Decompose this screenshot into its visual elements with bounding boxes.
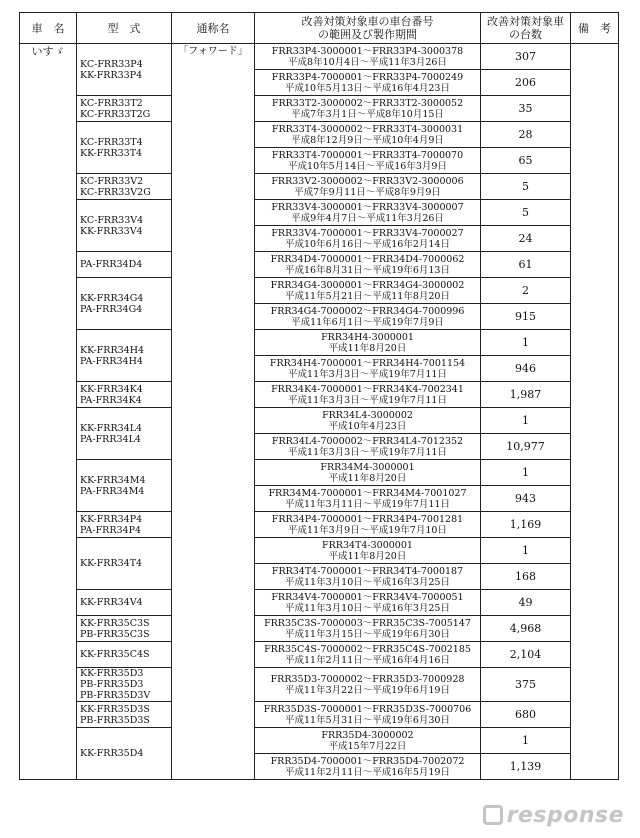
header-range-line: 改善対策対象車の車台番号 (301, 15, 434, 28)
count-cell: 35 (481, 96, 571, 122)
range-line: FRR33T2-3000002～FRR33T2-3000052 (271, 97, 464, 109)
range-line: 平成11年3月9日～平成19年7月10日 (288, 524, 447, 536)
range-line: FRR33V4-3000001～FRR33V4-3000007 (271, 201, 464, 213)
model-code: KK-FRR34T4 (80, 558, 143, 569)
range-line: 平成11年3月11日～平成19年7月11日 (285, 498, 450, 510)
range-cell (255, 564, 481, 590)
model-code: KC-FRR33V2 (80, 175, 144, 187)
range-line: 平成11年5月31日～平成19年6月30日 (285, 714, 450, 726)
watermark-text: response (506, 803, 624, 828)
range-cell (255, 44, 481, 70)
range-line: FRR34V4-7000001～FRR34V4-7000051 (271, 591, 464, 603)
range-line: FRR35D4-3000002 (321, 729, 414, 741)
count-cell: 10,977 (481, 434, 571, 460)
header-count-line: 改善対策対象車 (487, 15, 564, 28)
range-cell (255, 148, 481, 174)
model-cell (77, 44, 172, 96)
range-line: FRR34D4-7000001～FRR34D4-7000062 (270, 253, 465, 265)
count-cell: 1 (481, 728, 571, 754)
range-line: 平成11年5月21日～平成11年8月20日 (285, 290, 450, 302)
count-cell: 1 (481, 408, 571, 434)
range-line: 平成11年3月3日～平成19年7月11日 (288, 394, 447, 406)
model-cell (77, 512, 172, 538)
range-cell (255, 460, 481, 486)
model-code: KC-FRR33T2 (80, 97, 143, 109)
range-cell (255, 590, 481, 616)
count-cell: 375 (481, 668, 571, 702)
count-cell: 1 (481, 330, 571, 356)
model-cell (77, 728, 172, 780)
range-cell (255, 702, 481, 728)
model-cell (77, 382, 172, 408)
table-row (20, 122, 619, 148)
range-cell (255, 538, 481, 564)
model-code: PA-FRR34P4 (80, 524, 142, 536)
table-row (20, 668, 619, 702)
range-line: 平成8年10月4日～平成11年3月26日 (288, 56, 447, 68)
vehicle-name-cell: 「フォワード」 (172, 44, 255, 780)
table-row (20, 96, 619, 122)
model-code: KK-FRR35D4 (80, 748, 144, 759)
table-row (20, 642, 619, 668)
range-line: 平成11年2月11日～平成16年4月16日 (285, 654, 450, 666)
model-code: PB-FRR35D3S (80, 714, 150, 726)
range-line: 平成11年8月20日 (328, 472, 407, 484)
range-line: 平成10年5月13日～平成16年4月23日 (285, 82, 450, 94)
model-code: KK-FRR35C3S (80, 617, 150, 629)
count-cell: 2 (481, 278, 571, 304)
model-code: KC-FRR33T4 (80, 136, 143, 148)
range-line: 平成8年12月9日～平成10年4月9日 (291, 134, 444, 146)
table-row (20, 330, 619, 356)
range-line: FRR34G4-3000001～FRR34G4-3000002 (270, 279, 465, 291)
range-cell (255, 616, 481, 642)
model-code: KK-FRR35D3 (80, 668, 144, 679)
model-cell (77, 616, 172, 642)
model-code: KK-FRR33T4 (80, 147, 143, 159)
range-line: FRR33P4-3000001～FRR33P4-3000378 (271, 45, 464, 57)
range-cell (255, 408, 481, 434)
model-cell (77, 96, 172, 122)
range-line: 平成10年5月14日～平成16年3月9日 (288, 160, 447, 172)
range-line: FRR34K4-7000001～FRR34K4-7002341 (271, 383, 464, 395)
model-code: KK-FRR34G4 (80, 292, 144, 304)
count-cell: 168 (481, 564, 571, 590)
model-code: KK-FRR34K4 (80, 383, 143, 395)
count-cell: 65 (481, 148, 571, 174)
table-body (20, 44, 619, 780)
range-line: 平成10年6月16日～平成16年2月14日 (285, 238, 450, 250)
range-line: 平成11年3月15日～平成19年6月30日 (285, 628, 450, 640)
model-code: KK-FRR33P4 (80, 69, 143, 81)
table-row (20, 408, 619, 434)
header-name: 通称名 (172, 13, 255, 44)
response-watermark (483, 803, 624, 828)
model-cell (77, 538, 172, 590)
header-count-line: の台数 (509, 28, 542, 41)
range-cell (255, 70, 481, 96)
table-row (20, 278, 619, 304)
model-cell (77, 408, 172, 460)
range-cell (255, 252, 481, 278)
range-line: 平成11年3月10日～平成16年3月25日 (285, 576, 450, 588)
header-count (481, 13, 571, 44)
range-line: 平成11年6月1日～平成19年7月9日 (291, 316, 444, 328)
range-cell (255, 642, 481, 668)
count-cell: 5 (481, 174, 571, 200)
table-row (20, 590, 619, 616)
range-line: 平成11年3月3日～平成19年7月11日 (288, 368, 447, 380)
model-code: KK-FRR34P4 (80, 513, 143, 525)
maker-cell: いすゞ (20, 44, 77, 780)
range-cell (255, 330, 481, 356)
model-code: KK-FRR33V4 (80, 225, 143, 237)
table-row (20, 460, 619, 486)
model-code: KC-FRR33P4 (80, 58, 143, 70)
count-cell: 61 (481, 252, 571, 278)
range-line: FRR35C4S-7000002～FRR35C4S-7002185 (264, 643, 471, 655)
table-row (20, 252, 619, 278)
range-line: FRR33P4-7000001～FRR33P4-7000249 (271, 71, 464, 83)
range-line: 平成11年8月20日 (328, 550, 407, 562)
table-row (20, 616, 619, 642)
table-row (20, 174, 619, 200)
count-cell: 1,987 (481, 382, 571, 408)
recall-table (19, 12, 619, 780)
range-line: 平成7年9月11日～平成8年9月9日 (294, 186, 441, 198)
range-line: FRR33T4-7000001～FRR33T4-7000070 (271, 149, 464, 161)
model-code: PB-FRR35C3S (80, 628, 150, 640)
model-code: KK-FRR35D3S (80, 703, 150, 715)
model-code: KK-FRR35C4S (80, 649, 150, 660)
range-line: FRR35D3-7000002～FRR35D3-7000928 (270, 673, 465, 685)
model-code: PA-FRR34M4 (80, 485, 145, 497)
table-row (20, 200, 619, 226)
range-line: 平成11年8月20日 (328, 342, 407, 354)
range-line: 平成7年3月1日～平成8年10月15日 (291, 108, 444, 120)
model-cell (77, 642, 172, 668)
count-cell: 4,968 (481, 616, 571, 642)
range-line: FRR34T4-7000001～FRR34T4-7000187 (271, 565, 464, 577)
range-line: FRR34H4-3000001 (321, 331, 414, 343)
table-row (20, 538, 619, 564)
range-cell (255, 382, 481, 408)
range-cell (255, 356, 481, 382)
count-cell: 49 (481, 590, 571, 616)
count-cell: 24 (481, 226, 571, 252)
count-cell: 680 (481, 702, 571, 728)
table-row (20, 382, 619, 408)
header-model: 型 式 (77, 13, 172, 44)
range-line: FRR33V2-3000002～FRR33V2-3000006 (271, 175, 464, 187)
model-cell (77, 252, 172, 278)
header-row (20, 13, 619, 44)
range-line: FRR34G4-7000002～FRR34G4-7000996 (270, 305, 465, 317)
range-line: FRR34H4-7000001～FRR34H4-7001154 (269, 357, 466, 369)
model-cell (77, 702, 172, 728)
count-cell: 28 (481, 122, 571, 148)
range-line: FRR34M4-7000001～FRR34M4-7001027 (268, 487, 467, 499)
count-cell: 915 (481, 304, 571, 330)
model-cell (77, 460, 172, 512)
range-cell (255, 200, 481, 226)
model-code: KC-FRR33V2G (80, 186, 151, 198)
range-line: 平成9年4月7日～平成11年3月26日 (291, 212, 444, 224)
range-line: 平成10年4月23日 (328, 420, 407, 432)
model-code: PB-FRR35D3V (80, 690, 151, 701)
range-line: 平成16年8月31日～平成19年6月13日 (285, 264, 450, 276)
model-code: KK-FRR34M4 (80, 474, 146, 486)
count-cell: 5 (481, 200, 571, 226)
range-line: FRR35C3S-7000003～FRR35C3S-7005147 (264, 617, 471, 629)
range-line: FRR34L4-7000002～FRR34L4-7012352 (271, 435, 464, 447)
count-cell: 1 (481, 460, 571, 486)
model-code: KK-FRR34L4 (80, 422, 143, 434)
header-remarks: 備 考 (571, 13, 619, 44)
model-code: KK-FRR34V4 (80, 597, 143, 608)
model-code: PA-FRR34L4 (80, 433, 141, 445)
model-code: PA-FRR34K4 (80, 394, 142, 406)
range-line: 平成11年2月11日～平成16年5月19日 (285, 766, 450, 778)
range-line: FRR33V4-7000001～FRR33V4-7000027 (271, 227, 464, 239)
model-cell (77, 330, 172, 382)
model-cell (77, 278, 172, 330)
watermark-logo-icon (483, 805, 503, 825)
range-line: 平成11年3月22日～平成19年6月19日 (285, 684, 450, 696)
range-line: FRR35D4-7000001～FRR35D4-7002072 (270, 755, 465, 767)
range-line: FRR34M4-3000001 (320, 461, 415, 473)
model-cell (77, 668, 172, 702)
range-line: FRR34L4-3000002 (322, 409, 413, 421)
range-cell (255, 668, 481, 702)
table-row (20, 44, 619, 70)
model-cell (77, 200, 172, 252)
count-cell: 943 (481, 486, 571, 512)
header-range-line: の範囲及び製作期間 (318, 28, 417, 41)
count-cell: 1,139 (481, 754, 571, 780)
range-cell (255, 226, 481, 252)
count-cell: 1,169 (481, 512, 571, 538)
model-code: PA-FRR34H4 (80, 355, 143, 367)
table-row (20, 512, 619, 538)
range-cell (255, 278, 481, 304)
count-cell: 1 (481, 538, 571, 564)
model-code: KK-FRR34H4 (80, 344, 145, 356)
range-cell (255, 122, 481, 148)
range-cell (255, 754, 481, 780)
model-cell (77, 174, 172, 200)
range-cell (255, 486, 481, 512)
remarks-cell (571, 44, 619, 780)
count-cell: 2,104 (481, 642, 571, 668)
range-cell (255, 174, 481, 200)
header-range (255, 13, 481, 44)
model-cell (77, 122, 172, 174)
model-code: PA-FRR34D4 (80, 259, 143, 270)
count-cell: 946 (481, 356, 571, 382)
range-line: FRR34P4-7000001～FRR34P4-7001281 (271, 513, 464, 525)
count-cell: 206 (481, 70, 571, 96)
header-maker: 車 名 (20, 13, 77, 44)
range-line: FRR35D3S-7000001～FRR35D3S-7000706 (263, 703, 472, 715)
range-line: 平成11年3月3日～平成19年7月11日 (288, 446, 447, 458)
model-cell (77, 590, 172, 616)
model-code: KC-FRR33T2G (80, 108, 151, 120)
range-line: 平成15年7月22日 (328, 740, 407, 752)
range-cell (255, 304, 481, 330)
range-cell (255, 434, 481, 460)
table-row (20, 728, 619, 754)
model-code: KC-FRR33V4 (80, 214, 144, 226)
range-line: FRR34T4-3000001 (322, 539, 413, 551)
model-code: PB-FRR35D3 (80, 679, 144, 690)
model-code: PA-FRR34G4 (80, 303, 143, 315)
range-cell (255, 728, 481, 754)
range-line: FRR33T4-3000002～FRR33T4-3000031 (271, 123, 464, 135)
range-line: 平成11年3月10日～平成16年3月25日 (285, 602, 450, 614)
count-cell: 307 (481, 44, 571, 70)
range-cell (255, 512, 481, 538)
range-cell (255, 96, 481, 122)
table-row (20, 702, 619, 728)
